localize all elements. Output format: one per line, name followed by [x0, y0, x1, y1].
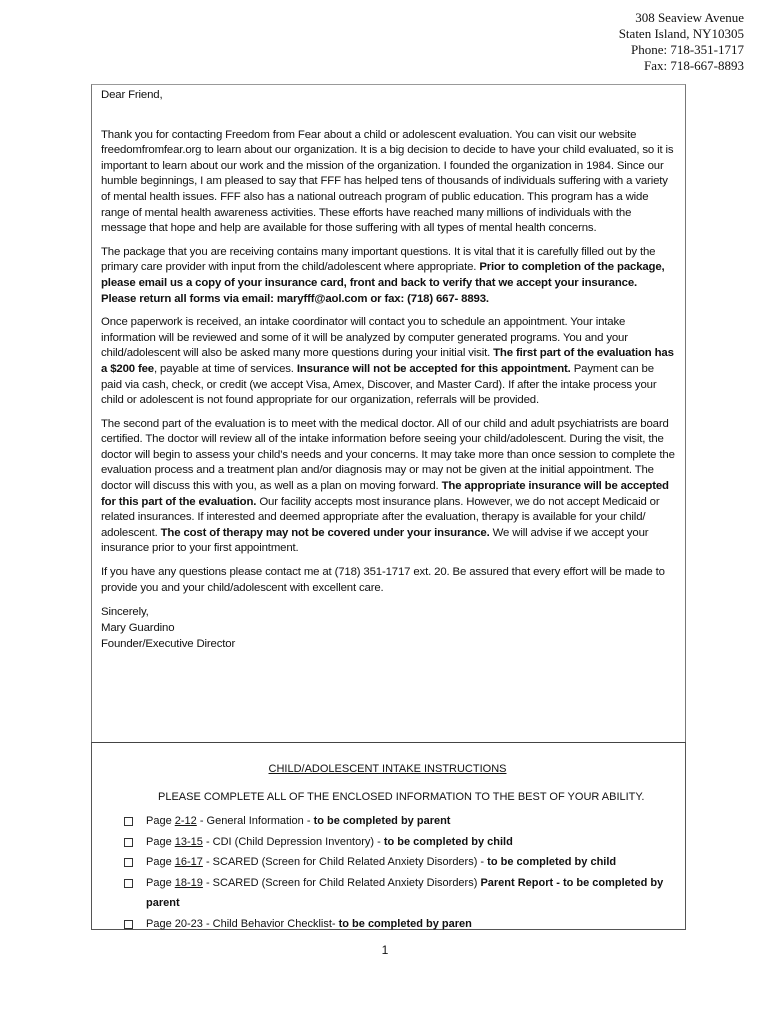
- item-responsible: Parent Report - to be completed by parent: [146, 876, 664, 909]
- item-pages: 18-19: [174, 876, 203, 889]
- instructions-list: [122, 811, 682, 934]
- checkbox-icon[interactable]: [124, 838, 133, 847]
- paragraph-package: [101, 245, 675, 307]
- closing-salutation: Sincerely,: [101, 606, 149, 619]
- therapy-cost-bold: The cost of therapy may not be covered under your insurance.: [160, 526, 490, 539]
- item-prefix: Page: [146, 876, 175, 889]
- item-description: - SCARED (Screen for Child Related Anxiety Disorders): [202, 876, 481, 889]
- city-state-zip: Staten Island, NY10305: [618, 26, 744, 41]
- item-responsible: to be completed by child: [383, 835, 513, 848]
- page-number: 1: [381, 943, 389, 957]
- intake-fee-bold: The first part of the evaluation has a $200 fee: [101, 347, 674, 375]
- item-prefix: Page: [146, 856, 175, 868]
- letterhead-address: [619, 10, 744, 74]
- item-prefix: Page: [146, 835, 175, 848]
- letter-body: [101, 88, 675, 652]
- item-responsible: to be completed by child: [487, 856, 617, 868]
- list-item: [122, 852, 682, 873]
- item-pages: 16-17: [174, 856, 203, 868]
- item-description: - CDI (Child Depression Inventory) -: [202, 835, 384, 848]
- checkbox-icon[interactable]: [124, 858, 133, 867]
- intake-insurance-bold: Insurance will not be accepted for this appointment.: [296, 362, 571, 375]
- checkbox-icon[interactable]: [124, 920, 133, 929]
- signer-name: Mary Guardino: [101, 622, 175, 635]
- item-description: - Child Behavior Checklist-: [202, 917, 339, 930]
- list-item: [122, 811, 682, 832]
- checkbox-icon[interactable]: [124, 879, 133, 888]
- paragraph-contact: If you have any questions please contact me at (718) 351-1717 ext. 20. Be assured that every effort will be made to provide you and your child/adolescent with excellent care.: [101, 566, 665, 594]
- item-pages: 20-23: [174, 917, 203, 930]
- fax-number: Fax: 718-667-8893: [643, 58, 744, 73]
- instructions-title: CHILD/ADOLESCENT INTAKE INSTRUCTIONS: [268, 763, 507, 775]
- list-item: [122, 832, 682, 853]
- item-responsible: to be completed by parent: [313, 815, 451, 827]
- item-description: - General Information -: [196, 815, 314, 827]
- intake-text-2: , payable at time of services.: [153, 362, 297, 375]
- item-prefix: Page: [146, 815, 175, 827]
- item-prefix: Page: [146, 917, 175, 930]
- doctor-text-2: Our facility accepts most insurance plans. However, we do not accept Medicaid or related insurances. If interested and deemed appropriate after the evaluation, therapy is available for your child/ adolescent.: [101, 495, 660, 539]
- checkbox-icon[interactable]: [124, 817, 133, 826]
- doctor-insurance-bold: The appropriate insurance will be accepted for this part of the evaluation.: [101, 480, 669, 508]
- doctor-text-3: We will advise if we accept your insurance prior to your first appointment.: [101, 526, 649, 555]
- doctor-text-1: The second part of the evaluation is to meet with the medical doctor. All of our child and adult psychiatrists are board certified. The doctor will review all of the intake information before seeing your child/adolescent. During the visit, the doctor will begin to assess your child’s needs and your concerns. It may take more than once session to complete the evaluation process and a treatment plan and/or diagnosis may or may not be given at the initial appointment. The doctor will discuss this with you, as well as a plan on moving forward.: [101, 417, 675, 493]
- item-pages: 2-12: [174, 815, 197, 827]
- package-text: The package that you are receiving contains many important questions. It is vital that it is carefully filled out by the primary care provider with input from the child/adolescent where appropriate.: [101, 245, 656, 274]
- intake-text-1: Once paperwork is received, an intake coordinator will contact you to schedule an appointment. Your intake information will be reviewed and some of it will be analyzed by computer generated programs. You and your child/adolescent will also be asked many more questions during your initial visit.: [101, 316, 628, 360]
- street-address: 308 Seaview Avenue: [635, 10, 744, 25]
- item-responsible: to be completed by paren: [338, 917, 472, 930]
- signature-block: [101, 604, 675, 652]
- package-bold-text: Prior to completion of the package, please email us a copy of your insurance card, front and back to verify that we accept your insurance. Please return all forms via email: maryfff@aol.com or fax: (718) 667- 8893.: [101, 261, 665, 305]
- signer-role: Founder/Executive Director: [101, 638, 236, 651]
- instructions-subtitle: PLEASE COMPLETE ALL OF THE ENCLOSED INFORMATION TO THE BEST OF YOUR ABILITY.: [158, 791, 645, 803]
- item-pages: 13-15: [174, 835, 203, 848]
- paragraph-intake: [101, 315, 675, 409]
- list-item: [122, 873, 682, 914]
- paragraph-doctor: [101, 417, 675, 557]
- list-item: [122, 914, 682, 935]
- greeting: Dear Friend,: [101, 89, 163, 101]
- phone-number: Phone: 718-351-1717: [630, 42, 744, 57]
- item-description: - SCARED (Screen for Child Related Anxiety Disorders) -: [202, 856, 488, 868]
- paragraph-intro: Thank you for contacting Freedom from Fear about a child or adolescent evaluation. You can visit our website freedomfromfear.org to learn about our organization. It is a big decision to decide to have your child evaluated, so it is important to learn about our work and the mission of the organization. I founded the organization in 1984. Since our humble beginnings, I am pleased to say that FFF has helped tens of thousands of individuals suffering with a variety of mental health issues. FFF also has a national outreach program of public education. This program has a wide range of mental health awareness activities. These efforts have reached many millions of individuals with the message that hope and help are available for those suffering with all types of mental health concerns.: [101, 128, 674, 235]
- intake-text-3: Payment can be paid via cash, check, or credit (we accept Visa, Amex, Discover, and Master Card). If after the intake process your child or adolescent is not found appropriate for our organization, referrals will be provided.: [101, 362, 657, 407]
